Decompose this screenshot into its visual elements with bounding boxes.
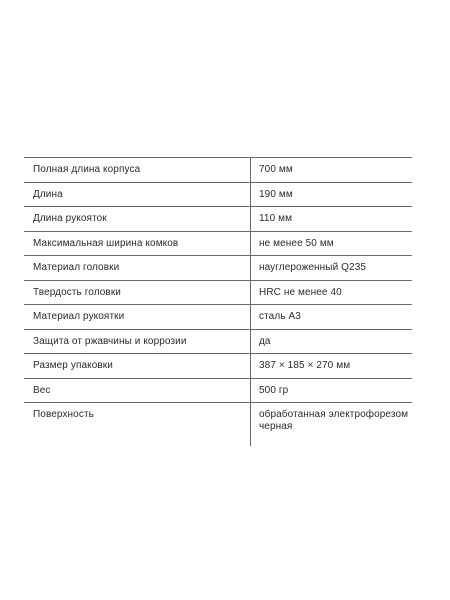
spec-name: Материал головки (33, 262, 120, 273)
spec-value: обработанная электрофорезом черная (250, 403, 412, 446)
table-row (24, 402, 412, 446)
spec-value: 700 мм (250, 158, 412, 182)
spec-name: Максимальная ширина комков (33, 237, 179, 249)
table-row (24, 255, 412, 280)
spec-value: 500 гр (250, 379, 412, 403)
spec-name: Длина (33, 188, 63, 200)
table-row (24, 304, 412, 329)
spec-name: Защита от ржавчины и коррозии (33, 335, 187, 347)
spec-table (24, 157, 412, 446)
spec-name: Твердость головки (33, 286, 121, 298)
spec-name: Вес (33, 384, 51, 396)
spec-name: Материал рукоятки (33, 311, 125, 322)
spec-value: сталь А3 (250, 305, 412, 329)
table-row (24, 157, 412, 182)
spec-name: Поверхность (33, 409, 94, 420)
spec-value: 387 × 185 × 270 мм (250, 354, 412, 378)
spec-value: 190 мм (250, 183, 412, 207)
table-row (24, 280, 412, 305)
table-row (24, 378, 412, 403)
table-row (24, 206, 412, 231)
table-row (24, 231, 412, 256)
spec-value: да (250, 330, 412, 354)
spec-value: науглероженный Q235 (250, 256, 412, 280)
table-row (24, 353, 412, 378)
spec-value: не менее 50 мм (250, 232, 412, 256)
spec-name: Длина рукояток (33, 213, 107, 224)
spec-name: Полная длина корпуса (33, 164, 141, 175)
spec-name: Размер упаковки (33, 360, 113, 371)
spec-value: HRC не менее 40 (250, 281, 412, 305)
spec-value: 110 мм (250, 207, 412, 231)
table-row (24, 329, 412, 354)
table-row (24, 182, 412, 207)
